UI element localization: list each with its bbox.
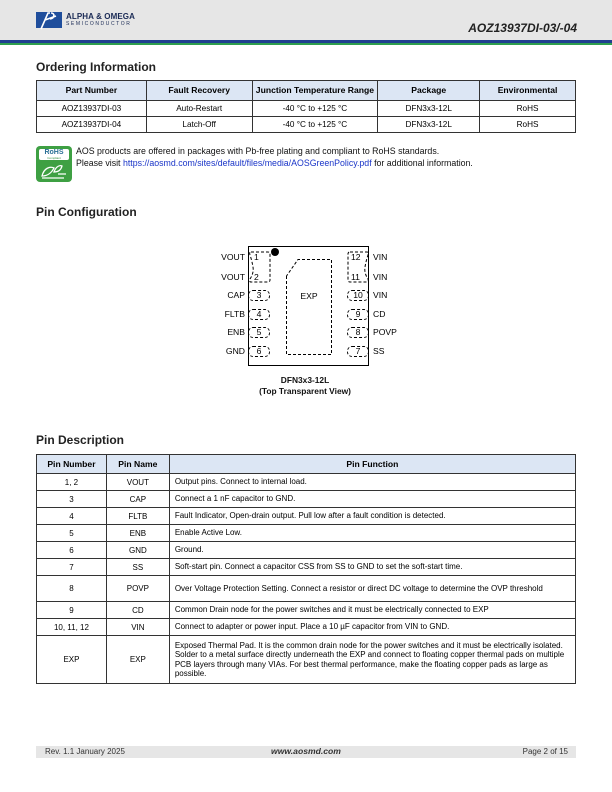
view-note: (Top Transparent View) [259, 386, 351, 396]
pin-label-3: CAP [227, 290, 245, 300]
package-caption [230, 375, 380, 397]
pin-number: 1, 2 [37, 474, 107, 491]
table-row [37, 474, 576, 491]
pin-description-table [36, 454, 576, 684]
page-number: Page 2 of 15 [522, 747, 568, 756]
table-row [37, 508, 576, 525]
logo-subtitle: SEMICONDUCTOR [66, 21, 132, 27]
pin-number: 5 [37, 525, 107, 542]
pin-label-9: CD [373, 309, 386, 319]
pin-label-12: VIN [373, 252, 388, 262]
column-header: Environmental [480, 81, 576, 101]
company-logo [36, 12, 135, 28]
pin-function: Soft-start pin. Connect a capacitor CSS from SS to GND to set the soft-start time. [169, 559, 575, 576]
pin-pad-6: 6 [248, 346, 270, 357]
logo-name: ALPHA & OMEGA [66, 12, 136, 21]
fault-recovery: Latch-Off [146, 117, 252, 133]
pin-pad-7: 7 [347, 346, 369, 357]
pin-pad-4: 4 [248, 309, 270, 320]
pin-number-11: 11 [351, 272, 360, 282]
pin-name: POVP [106, 576, 169, 602]
pin-label-5: ENB [227, 327, 245, 337]
pin-number: 10, 11, 12 [37, 619, 107, 636]
pin-number: EXP [37, 636, 107, 684]
page-footer [36, 746, 576, 758]
pin-function: Connect a 1 nF capacitor to GND. [169, 491, 575, 508]
pin-number: 3 [37, 491, 107, 508]
pin-function: Exposed Thermal Pad. It is the common drain node for the power switches and it must be electrically isolated. Solder to a metal surface directly underneath the EXP and connect to floating copper thermal pads on multiple PCB layers through many VIAs. For best thermal performance, make the floating copper pads as large as possible. [169, 636, 575, 684]
pin-number: 9 [37, 602, 107, 619]
pin-name: EXP [106, 636, 169, 684]
table-row [37, 542, 576, 559]
column-header: Pin Function [169, 455, 575, 474]
package: DFN3x3-12L [378, 117, 480, 133]
ordering-table [36, 80, 576, 133]
pin-name: VOUT [106, 474, 169, 491]
pin-function: Fault Indicator, Open-drain output. Pull low after a fault condition is detected. [169, 508, 575, 525]
exposed-pad-outline [286, 259, 333, 355]
page-header [0, 0, 612, 40]
pin-name: GND [106, 542, 169, 559]
pin-label-10: VIN [373, 290, 388, 300]
pin-function: Enable Active Low. [169, 525, 575, 542]
column-header: Pin Name [106, 455, 169, 474]
pin-pad-9: 9 [347, 309, 369, 320]
temperature-range: -40 °C to +125 °C [252, 101, 378, 117]
pin-name: FLTB [106, 508, 169, 525]
pin-name: ENB [106, 525, 169, 542]
fault-recovery: Auto-Restart [146, 101, 252, 117]
rohs-suffix-text: for additional information. [371, 158, 473, 168]
pin-function: Common Drain node for the power switches and it must be electrically connected to EXP [169, 602, 575, 619]
pin-function: Connect to adapter or power input. Place a 10 µF capacitor from VIN to GND. [169, 619, 575, 636]
pin-name: CD [106, 602, 169, 619]
part-number: AOZ13937DI-03 [37, 101, 147, 117]
pin-number: 4 [37, 508, 107, 525]
table-row [37, 101, 576, 117]
pin-description-heading: Pin Description [36, 433, 125, 447]
part-number: AOZ13937DI-04 [37, 117, 147, 133]
rohs-note [76, 145, 473, 169]
pin1-marker-icon [271, 248, 279, 256]
header-divider-green [0, 43, 612, 45]
pin-pad-1-2 [248, 251, 272, 284]
pin-pad-3: 3 [248, 290, 270, 301]
table-row [37, 576, 576, 602]
pin-pad-8: 8 [347, 327, 369, 338]
green-policy-link[interactable]: https://aosmd.com/sites/default/files/media/AOSGreenPolicy.pdf [122, 158, 372, 168]
environmental: RoHS [480, 101, 576, 117]
document-id: AOZ13937DI-03/-04 [468, 21, 577, 35]
package-name: DFN3x3-12L [280, 375, 330, 385]
table-row [37, 559, 576, 576]
exp-label: EXP [300, 291, 318, 301]
column-header: Fault Recovery [146, 81, 252, 101]
table-row [37, 525, 576, 542]
pin-label-7: SS [373, 346, 385, 356]
pin-name: CAP [106, 491, 169, 508]
pin-function: Over Voltage Protection Setting. Connect a resistor or direct DC voltage to determine the OVP threshold [169, 576, 575, 602]
table-header-row [37, 81, 576, 101]
ordering-info-heading: Ordering Information [36, 60, 156, 74]
table-row [37, 117, 576, 133]
pin-number-1: 1 [254, 252, 259, 262]
pin-pad-5: 5 [248, 327, 270, 338]
pin-number: 7 [37, 559, 107, 576]
column-header: Package [378, 81, 480, 101]
environmental: RoHS [480, 117, 576, 133]
rohs-statement: AOS products are offered in packages with Pb-free plating and compliant to RoHS standards. [76, 146, 440, 156]
pin-pad-10: 10 [347, 290, 369, 301]
aos-logo-icon [36, 12, 62, 28]
temperature-range: -40 °C to +125 °C [252, 117, 378, 133]
pin-number-12: 12 [351, 252, 361, 262]
pin-function: Output pins. Connect to internal load. [169, 474, 575, 491]
rohs-badge-title: RoHS [44, 149, 64, 156]
pin-label-2: VOUT [221, 272, 245, 282]
table-header-row [37, 455, 576, 474]
column-header: Junction Temperature Range [252, 81, 378, 101]
table-row [37, 619, 576, 636]
table-row [37, 636, 576, 684]
pin-number: 6 [37, 542, 107, 559]
pin-label-1: VOUT [221, 252, 245, 262]
table-row [37, 602, 576, 619]
package: DFN3x3-12L [378, 101, 480, 117]
pin-number: 8 [37, 576, 107, 602]
pin-label-6: GND [225, 346, 245, 356]
rohs-visit-text: Please visit [76, 158, 123, 168]
pin-label-11: VIN [373, 272, 388, 282]
rohs-badge-subtitle: Compliant [47, 156, 61, 160]
revision-text: Rev. 1.1 January 2025 [45, 747, 125, 756]
column-header: Pin Number [37, 455, 107, 474]
website-link[interactable]: www.aosmd.com [271, 746, 341, 756]
pin-label-4: FLTB [224, 309, 245, 319]
pin-function: Ground. [169, 542, 575, 559]
pin-label-8: POVP [373, 327, 397, 337]
leaf-icon [40, 162, 68, 180]
table-row [37, 491, 576, 508]
pin-name: SS [106, 559, 169, 576]
column-header: Part Number [37, 81, 147, 101]
pin-config-heading: Pin Configuration [36, 205, 137, 219]
pin-number-2: 2 [254, 272, 259, 282]
rohs-compliant-icon [36, 146, 72, 182]
pin-name: VIN [106, 619, 169, 636]
